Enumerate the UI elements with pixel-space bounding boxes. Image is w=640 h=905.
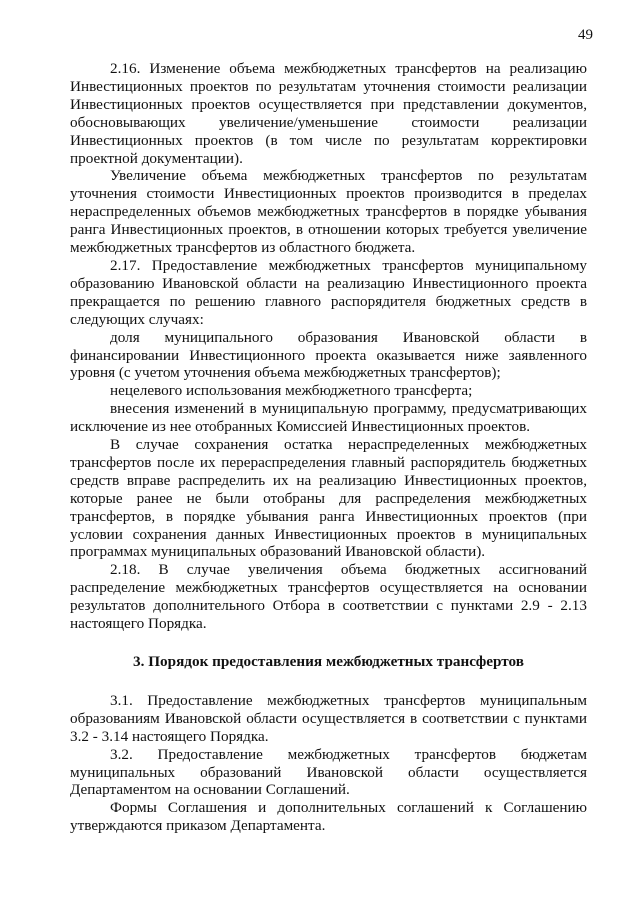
paragraph-2-18: 2.18. В случае увеличения объема бюджетных ассигнований распределение межбюджетных трансфертов осуществляется на основании результатов дополнительного Отбора в соответствии с пунктами 2.9 - 2.13 настоящего Порядка. — [70, 561, 587, 633]
paragraph-remainder: В случае сохранения остатка нераспределенных межбюджетных трансфертов после их перераспределения главный распорядитель бюджетных средств вправе распределить их на реализацию Инвестиционных проектов, которые ранее не были отобраны для распределения межбюджетных трансфертов, в порядке убывания ранга Инвестиционных проектов (при условии сохранения данных Инвестиционных проектов в муниципальных программах муниципальных образований Ивановской области). — [70, 436, 587, 561]
paragraph-3-1: 3.1. Предоставление межбюджетных трансфертов муниципальным образованиям Ивановской области осуществляется в соответствии с пунктами 3.2 - 3.14 настоящего Порядка. — [70, 691, 587, 745]
document-body — [70, 60, 587, 835]
page-number: 49 — [578, 27, 593, 43]
case-item: нецелевого использования межбюджетного трансферта; — [110, 382, 473, 400]
section-title: 3. Порядок предоставления межбюджетных трансфертов — [133, 653, 524, 670]
paragraph-3-2: 3.2. Предоставление межбюджетных трансфертов бюджетам муниципальных образований Ивановской области осуществляется Департаментом на основании Соглашений. — [70, 745, 587, 799]
case-item: доля муниципального образования Ивановской области в финансировании Инвестиционного проекта оказывается ниже заявленного уровня (с учетом уточнения объема межбюджетных трансфертов); — [70, 328, 587, 382]
paragraph-2-16: 2.16. Изменение объема межбюджетных трансфертов на реализацию Инвестиционных проектов по результатам уточнения стоимости реализации Инвестиционных проектов осуществляется при представлении документов, обосновывающих увеличение/уменьшение стоимости реализации Инвестиционных проектов (в том числе по результатам корректировки проектной документации). — [70, 60, 587, 167]
case-item: внесения изменений в муниципальную программу, предусматривающих исключение из нее отобранных Комиссией Инвестиционных проектов. — [70, 400, 587, 436]
paragraph-forms: Формы Соглашения и дополнительных соглашений к Соглашению утверждаются приказом Департамента. — [70, 799, 587, 835]
paragraph-increase: Увеличение объема межбюджетных трансфертов по результатам уточнения стоимости Инвестиционных проектов производится в пределах нераспределенных объемов межбюджетных трансфертов в порядке убывания ранга Инвестиционных проектов, в отношении которых требуется увеличение межбюджетных трансфертов из областного бюджета. — [70, 167, 587, 257]
paragraph-2-17: 2.17. Предоставление межбюджетных трансфертов муниципальному образованию Ивановской области на реализацию Инвестиционного проекта прекращается по решению главного распорядителя бюджетных средств в следующих случаях: — [70, 256, 587, 328]
